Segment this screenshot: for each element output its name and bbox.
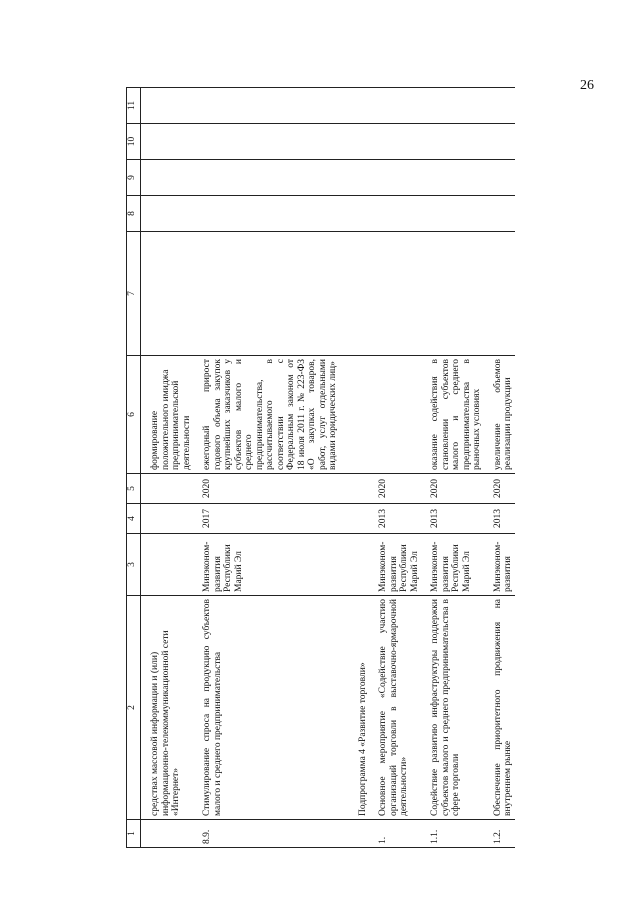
- col-header: 5: [127, 474, 141, 504]
- measure-name: Обеспечение приоритетного продвижения на внутреннем рынке: [492, 596, 515, 820]
- expected-result: [377, 356, 421, 474]
- rotated-table-page: [126, 88, 586, 848]
- expected-result: оказание содействия в становлении субъектов малого и среднего предпринимательства в рыночных условиях: [429, 356, 484, 474]
- page-number: 26: [580, 78, 594, 93]
- row-number: 1.2.: [492, 820, 515, 848]
- col-header: 3: [127, 534, 141, 596]
- measure-name: Стимулирование спроса на продукцию субъектов малого и среднего предпринимательства: [201, 596, 340, 820]
- end-year: 2020: [429, 474, 484, 504]
- col-header: 6: [127, 356, 141, 474]
- measure-name: Основное мероприятие «Содействие участию организаций торговли в выставочно-ярмарочной деятельности»: [377, 596, 421, 820]
- measure-name: средствах массовой информации и (или) информационно-телекоммуникационной сети «Интернет»: [149, 596, 193, 820]
- expected-result: ежегодный прирост годового объема закупок крупнейших заказчиков у субъектов малого и среднего предпринимательства, рассчитываемого в соответствии с Федеральным законом от 18 июля 2011 г. № 223-ФЗ «О закупках товаров, работ, услуг отдельными видами юридических лиц»: [201, 356, 340, 474]
- end-year: 2020: [377, 474, 421, 504]
- col-header: 1: [127, 820, 141, 848]
- row-number: [348, 820, 370, 848]
- row-number: 8.9.: [201, 820, 340, 848]
- col-header: 9: [127, 160, 141, 196]
- end-year: [149, 474, 193, 504]
- executor: Минэконом-развития Республики Марий Эл: [429, 534, 484, 596]
- subprogram-title: Подпрограмма 4 «Развитие торговли»: [348, 596, 370, 820]
- start-year: [149, 504, 193, 534]
- table-row: [492, 88, 515, 848]
- measures-table: [126, 87, 515, 848]
- executor: Минэконом-развития Республики Марий Эл: [377, 534, 421, 596]
- row-number: [149, 820, 193, 848]
- end-year: 2020: [201, 474, 340, 504]
- col-header: 2: [127, 596, 141, 820]
- expected-result: формирование положительного имиджа предпринимательской деятельности: [149, 356, 193, 474]
- end-year: 2020: [492, 474, 515, 504]
- col-header: 11: [127, 88, 141, 124]
- table-row: [201, 88, 340, 848]
- start-year: 2013: [377, 504, 421, 534]
- col-header: 8: [127, 196, 141, 232]
- col-header: 7: [127, 232, 141, 356]
- measure-name: Содействие развитию инфраструктуры поддержки субъектов малого и среднего предпринимательства в сфере торговли: [429, 596, 484, 820]
- expected-result: увеличение объемов реализации продукции: [492, 356, 515, 474]
- table-row: [429, 88, 484, 848]
- table-row: [348, 88, 370, 848]
- start-year: 2013: [492, 504, 515, 534]
- executor: [149, 534, 193, 596]
- header-row: [127, 88, 141, 848]
- table-row: [377, 88, 421, 848]
- executor: Минэконом-развития Республики Марий Эл: [201, 534, 340, 596]
- executor: Минэконом-развития: [492, 534, 515, 596]
- row-number: 1.: [377, 820, 421, 848]
- row-number: 1.1.: [429, 820, 484, 848]
- col-header: 10: [127, 124, 141, 160]
- col-header: 4: [127, 504, 141, 534]
- start-year: 2013: [429, 504, 484, 534]
- start-year: 2017: [201, 504, 340, 534]
- table-row: [149, 88, 193, 848]
